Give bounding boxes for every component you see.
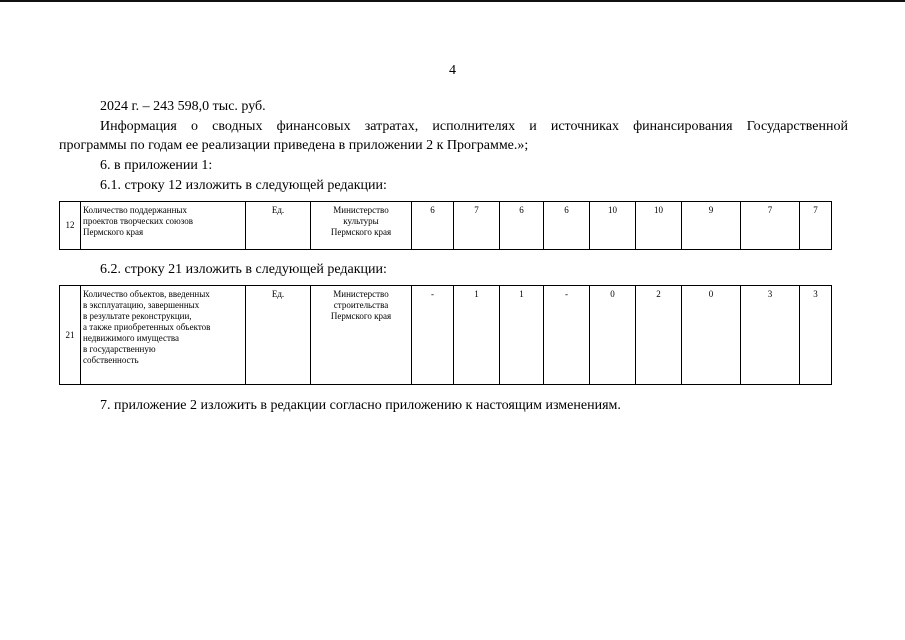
page-number: 4 xyxy=(449,63,456,78)
table-row xyxy=(60,202,832,250)
value-cell: - xyxy=(544,286,590,385)
item-7-text: 7. приложение 2 изложить в редакции согласно приложению к настоящим изменениям. xyxy=(100,398,621,413)
ministry-cell: Министерство строительства Пермского края xyxy=(311,286,412,385)
value-cell: 3 xyxy=(800,286,832,385)
indicator-name-cell: Количество объектов, введенных в эксплуатацию, завершенных в результате реконструкции, а также приобретенных объектов недвижимого имущества в государственную собственность xyxy=(81,286,246,385)
table-row xyxy=(60,286,832,385)
value-cell: 10 xyxy=(636,202,682,250)
row-21-table xyxy=(59,285,832,385)
value-cell: 6 xyxy=(500,202,544,250)
ministry-cell: Министерство культуры Пермского края xyxy=(311,202,412,250)
scan-top-edge xyxy=(0,0,905,2)
value-cell: 2 xyxy=(636,286,682,385)
item-6-1-heading: 6.1. строку 12 изложить в следующей редакции: xyxy=(100,178,387,193)
value-cell: 7 xyxy=(741,202,800,250)
row-number-cell: 12 xyxy=(60,202,81,250)
row-number-cell: 21 xyxy=(60,286,81,385)
value-cell: 1 xyxy=(454,286,500,385)
value-cell: - xyxy=(412,286,454,385)
budget-2024-line: 2024 г. – 243 598,0 тыс. руб. xyxy=(100,99,266,114)
unit-cell: Ед. xyxy=(246,286,311,385)
value-cell: 7 xyxy=(454,202,500,250)
value-cell: 0 xyxy=(682,286,741,385)
unit-cell: Ед. xyxy=(246,202,311,250)
value-cell: 6 xyxy=(412,202,454,250)
indicator-name-cell: Количество поддержанных проектов творческих союзов Пермского края xyxy=(81,202,246,250)
item-6-heading: 6. в приложении 1: xyxy=(100,158,213,173)
info-paragraph-line-1: Информация о сводных финансовых затратах, исполнителях и источниках финансирования Государственной xyxy=(100,119,848,134)
value-cell: 0 xyxy=(590,286,636,385)
value-cell: 9 xyxy=(682,202,741,250)
value-cell: 10 xyxy=(590,202,636,250)
info-paragraph-line-2: программы по годам ее реализации приведена в приложении 2 к Программе.»; xyxy=(59,138,529,153)
item-6-2-heading: 6.2. строку 21 изложить в следующей редакции: xyxy=(100,262,387,277)
value-cell: 3 xyxy=(741,286,800,385)
value-cell: 6 xyxy=(544,202,590,250)
value-cell: 7 xyxy=(800,202,832,250)
row-12-table xyxy=(59,201,832,250)
value-cell: 1 xyxy=(500,286,544,385)
